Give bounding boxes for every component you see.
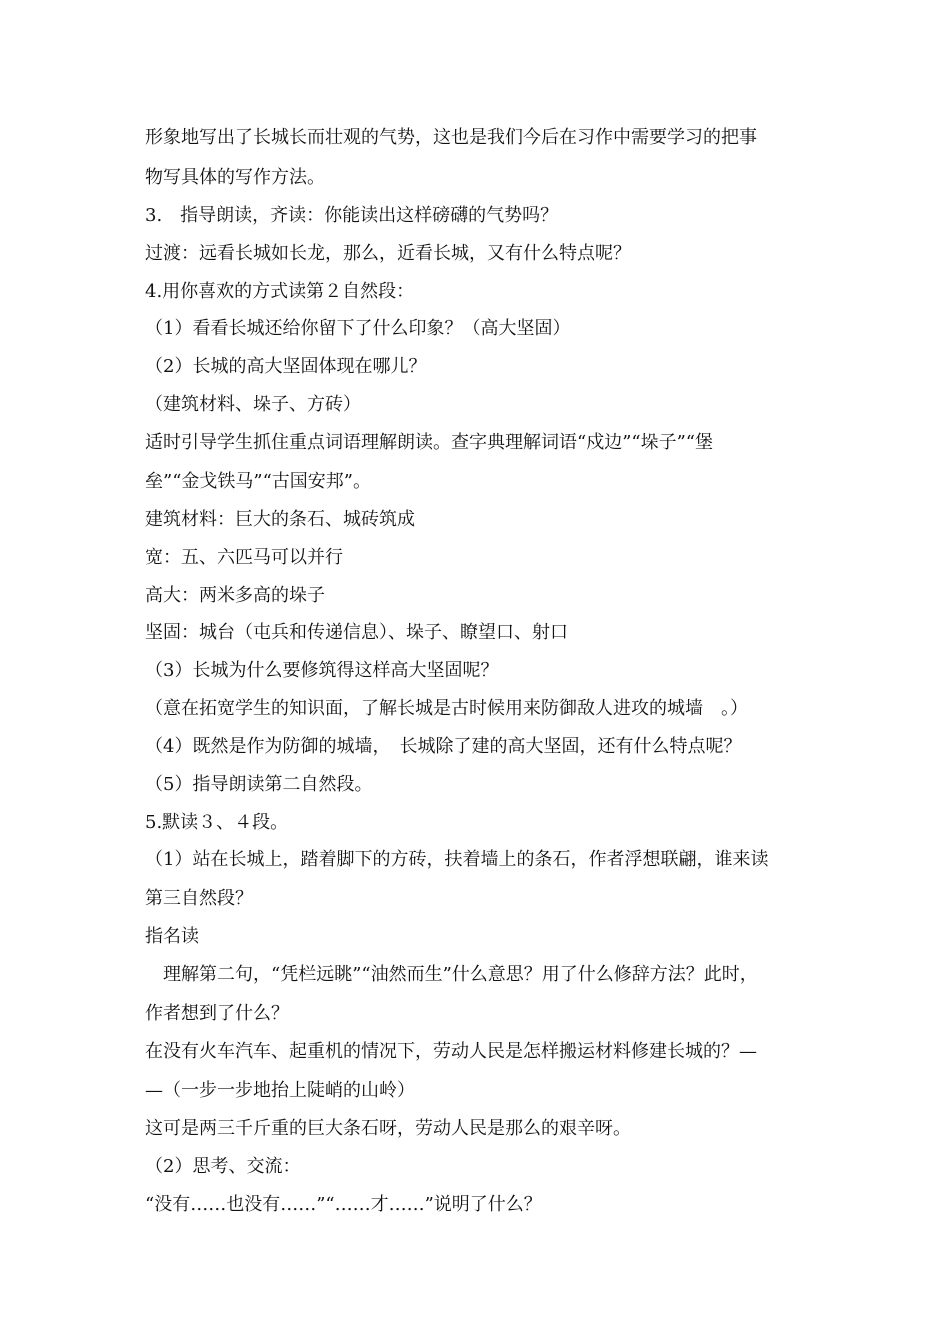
text-line: （建筑材料、垛子、方砖）: [145, 394, 361, 415]
text-line: 建筑材料：巨大的条石、城砖筑成: [145, 509, 415, 530]
text-line: （1）看看长城还给你留下了什么印象？（高大坚固）: [145, 318, 571, 339]
text-line: 垒”“金戈铁马”“古国安邦”。: [145, 471, 372, 492]
text-line: 作者想到了什么？: [145, 1003, 289, 1024]
text-line: 形象地写出了长城长而壮观的气势，这也是我们今后在习作中需要学习的把事: [145, 127, 757, 148]
text-line: （4）既然是作为防御的城墙， 长城除了建的高大坚固，还有什么特点呢？: [145, 736, 742, 757]
text-line: （1）站在长城上，踏着脚下的方砖，扶着墙上的条石，作者浮想联翩，谁来读: [145, 849, 769, 870]
text-line: （3）长城为什么要修筑得这样高大坚固呢？: [145, 660, 499, 681]
text-line: 适时引导学生抓住重点词语理解朗读。查字典理解词语“戍边”“垛子”“堡: [145, 432, 714, 453]
text-line: （5）指导朗读第二自然段。: [145, 774, 373, 795]
text-line: 坚固：城台（屯兵和传递信息）、垛子、瞭望口、射口: [145, 622, 568, 643]
text-line: 第三自然段？: [145, 888, 253, 909]
text-line: —（一步一步地抬上陡峭的山岭）: [145, 1080, 415, 1101]
text-line: “没有……也没有……”“……才……”说明了什么？: [145, 1194, 542, 1215]
text-line: 这可是两三千斤重的巨大条石呀，劳动人民是那么的艰辛呀。: [145, 1118, 631, 1139]
text-line: 宽：五、六匹马可以并行: [145, 547, 343, 568]
text-line: （意在拓宽学生的知识面，了解长城是古时候用来防御敌人进攻的城墙 。）: [145, 698, 748, 719]
text-line: 理解第二句，“凭栏远眺”“油然而生”什么意思？用了什么修辞方法？此时，: [145, 964, 758, 985]
text-line: （2）思考、交流：: [145, 1156, 301, 1177]
text-line: 指名读: [145, 926, 199, 947]
text-line: 4.用你喜欢的方式读第２自然段：: [145, 281, 415, 302]
text-line: 过渡：远看长城如长龙，那么，近看长城，又有什么特点呢？: [145, 243, 631, 264]
text-line: 5.默读３、４段。: [145, 812, 289, 833]
text-line: 在没有火车汽车、起重机的情况下，劳动人民是怎样搬运材料修建长城的？—: [145, 1041, 757, 1062]
text-line: （2）长城的高大坚固体现在哪儿？: [145, 356, 427, 377]
text-line: 高大：两米多高的垛子: [145, 585, 325, 606]
text-line: 物写具体的写作方法。: [145, 167, 325, 188]
text-line: 3. 指导朗读，齐读：你能读出这样磅礴的气势吗？: [145, 205, 559, 226]
